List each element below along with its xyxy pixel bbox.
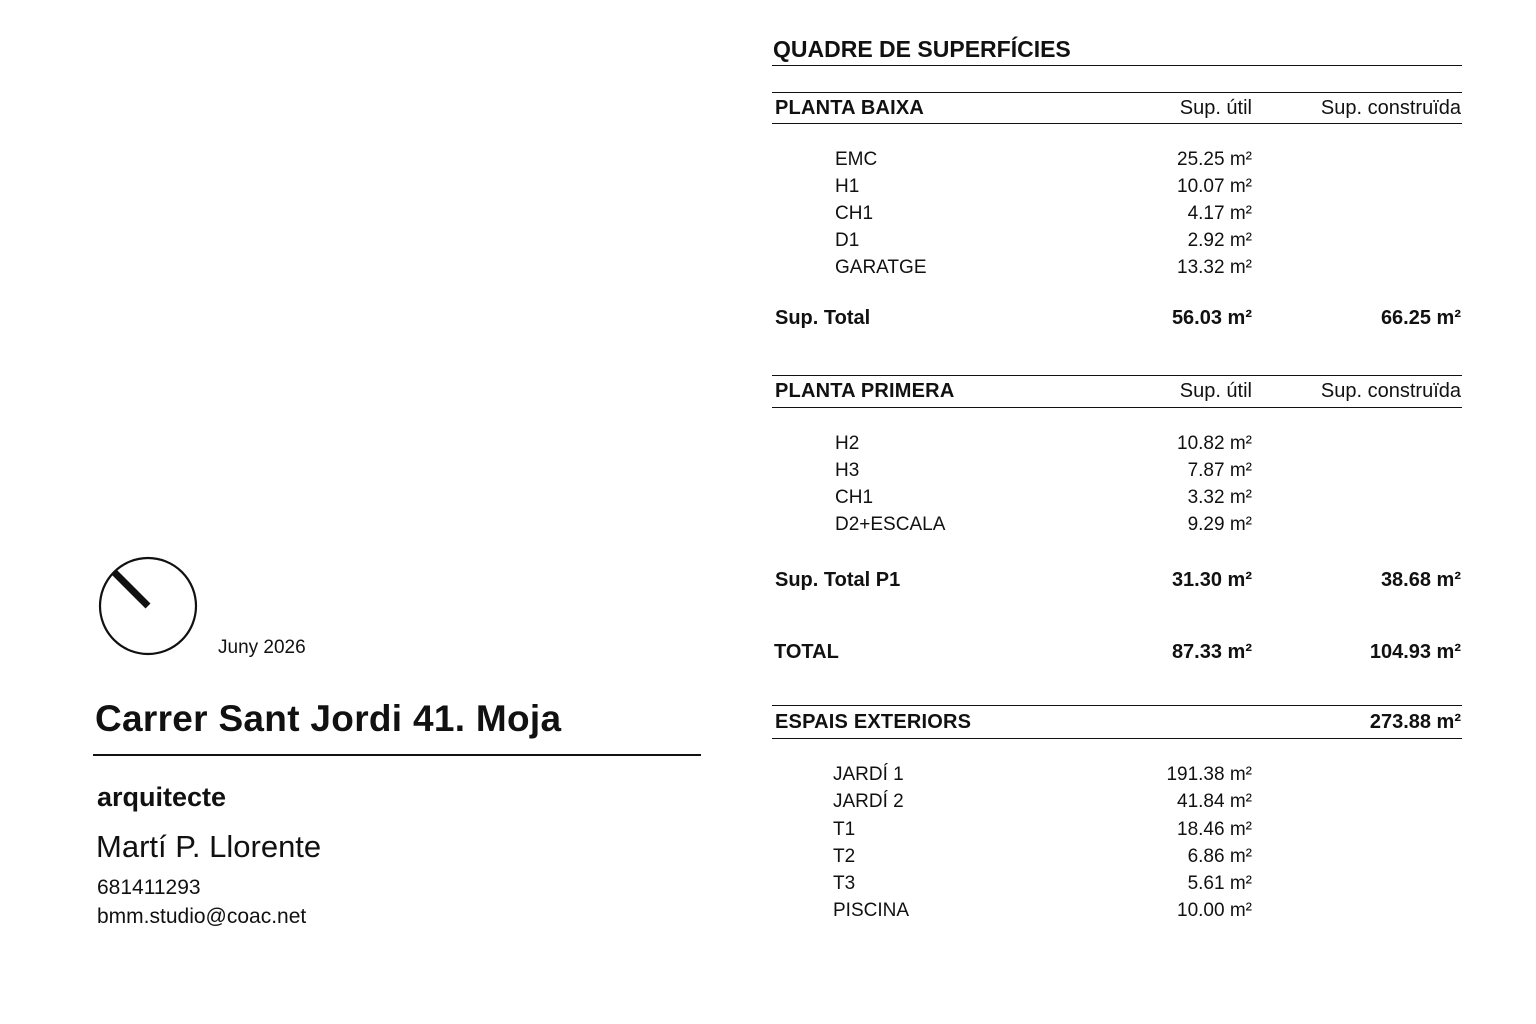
table-title: QUADRE DE SUPERFÍCIES <box>773 36 1071 62</box>
room-area: 9.29 m² <box>1187 514 1252 535</box>
room-name: GARATGE <box>835 257 927 278</box>
room-area: 25.25 m² <box>1177 149 1252 170</box>
column-header-construida: Sup. construïda <box>1320 97 1461 119</box>
email-address: bmm.studio@coac.net <box>97 905 307 928</box>
subtotal-label: Sup. Total <box>775 307 871 329</box>
subtotal-construida: 66.25 m² <box>1380 307 1461 329</box>
room-name: D2+ESCALA <box>835 514 946 535</box>
room-name: H3 <box>835 460 860 481</box>
section-rule <box>772 123 1462 124</box>
role-label: arquitecte <box>97 782 227 812</box>
address-underline <box>93 754 701 756</box>
room-area: 7.87 m² <box>1187 460 1252 481</box>
exterior-name: T3 <box>833 873 856 894</box>
subtotal-construida: 38.68 m² <box>1380 569 1461 591</box>
section-rule <box>772 407 1462 408</box>
architect-name: Martí P. Llorente <box>96 829 322 864</box>
north-arrow-icon <box>98 556 198 656</box>
exterior-area: 191.38 m² <box>1166 764 1252 785</box>
exterior-name: T2 <box>833 846 856 867</box>
room-name: H1 <box>835 176 860 197</box>
grand-total-construida: 104.93 m² <box>1369 641 1461 663</box>
project-address: Carrer Sant Jordi 41. Moja <box>95 698 562 739</box>
room-name: H2 <box>835 433 860 454</box>
exterior-name: PISCINA <box>833 900 910 921</box>
date-label: Juny 2026 <box>218 637 306 658</box>
room-area: 3.32 m² <box>1187 487 1252 508</box>
room-name: EMC <box>835 149 878 170</box>
subtotal-util: 31.30 m² <box>1171 569 1252 591</box>
subtotal-util: 56.03 m² <box>1171 307 1252 329</box>
section-rule <box>772 738 1462 739</box>
exterior-area: 10.00 m² <box>1177 900 1252 921</box>
room-area: 10.82 m² <box>1177 433 1252 454</box>
title-rule <box>772 65 1462 66</box>
column-header-util: Sup. útil <box>1179 97 1252 119</box>
room-area: 10.07 m² <box>1177 176 1252 197</box>
room-name: CH1 <box>835 487 874 508</box>
exterior-area: 6.86 m² <box>1187 846 1252 867</box>
grand-total-label: TOTAL <box>774 641 839 663</box>
phone-number: 681411293 <box>97 876 201 899</box>
section-rule <box>772 705 1462 706</box>
exteriors-total: 273.88 m² <box>1369 711 1461 733</box>
section-header-planta-baixa: PLANTA BAIXA <box>775 97 925 119</box>
exterior-area: 18.46 m² <box>1177 819 1252 840</box>
section-rule <box>772 375 1462 376</box>
room-area: 2.92 m² <box>1187 230 1252 251</box>
exterior-name: JARDÍ 2 <box>833 791 904 812</box>
exterior-name: JARDÍ 1 <box>833 764 904 785</box>
subtotal-label: Sup. Total P1 <box>775 569 901 591</box>
section-header-exteriors: ESPAIS EXTERIORS <box>775 711 972 733</box>
section-header-planta-primera: PLANTA PRIMERA <box>775 380 955 402</box>
exterior-area: 5.61 m² <box>1187 873 1252 894</box>
exterior-name: T1 <box>833 819 856 840</box>
room-area: 4.17 m² <box>1187 203 1252 224</box>
room-name: CH1 <box>835 203 874 224</box>
column-header-construida: Sup. construïda <box>1320 380 1461 402</box>
exterior-area: 41.84 m² <box>1177 791 1252 812</box>
grand-total-util: 87.33 m² <box>1171 641 1252 663</box>
section-rule <box>772 92 1462 93</box>
room-name: D1 <box>835 230 860 251</box>
column-header-util: Sup. útil <box>1179 380 1252 402</box>
room-area: 13.32 m² <box>1177 257 1252 278</box>
